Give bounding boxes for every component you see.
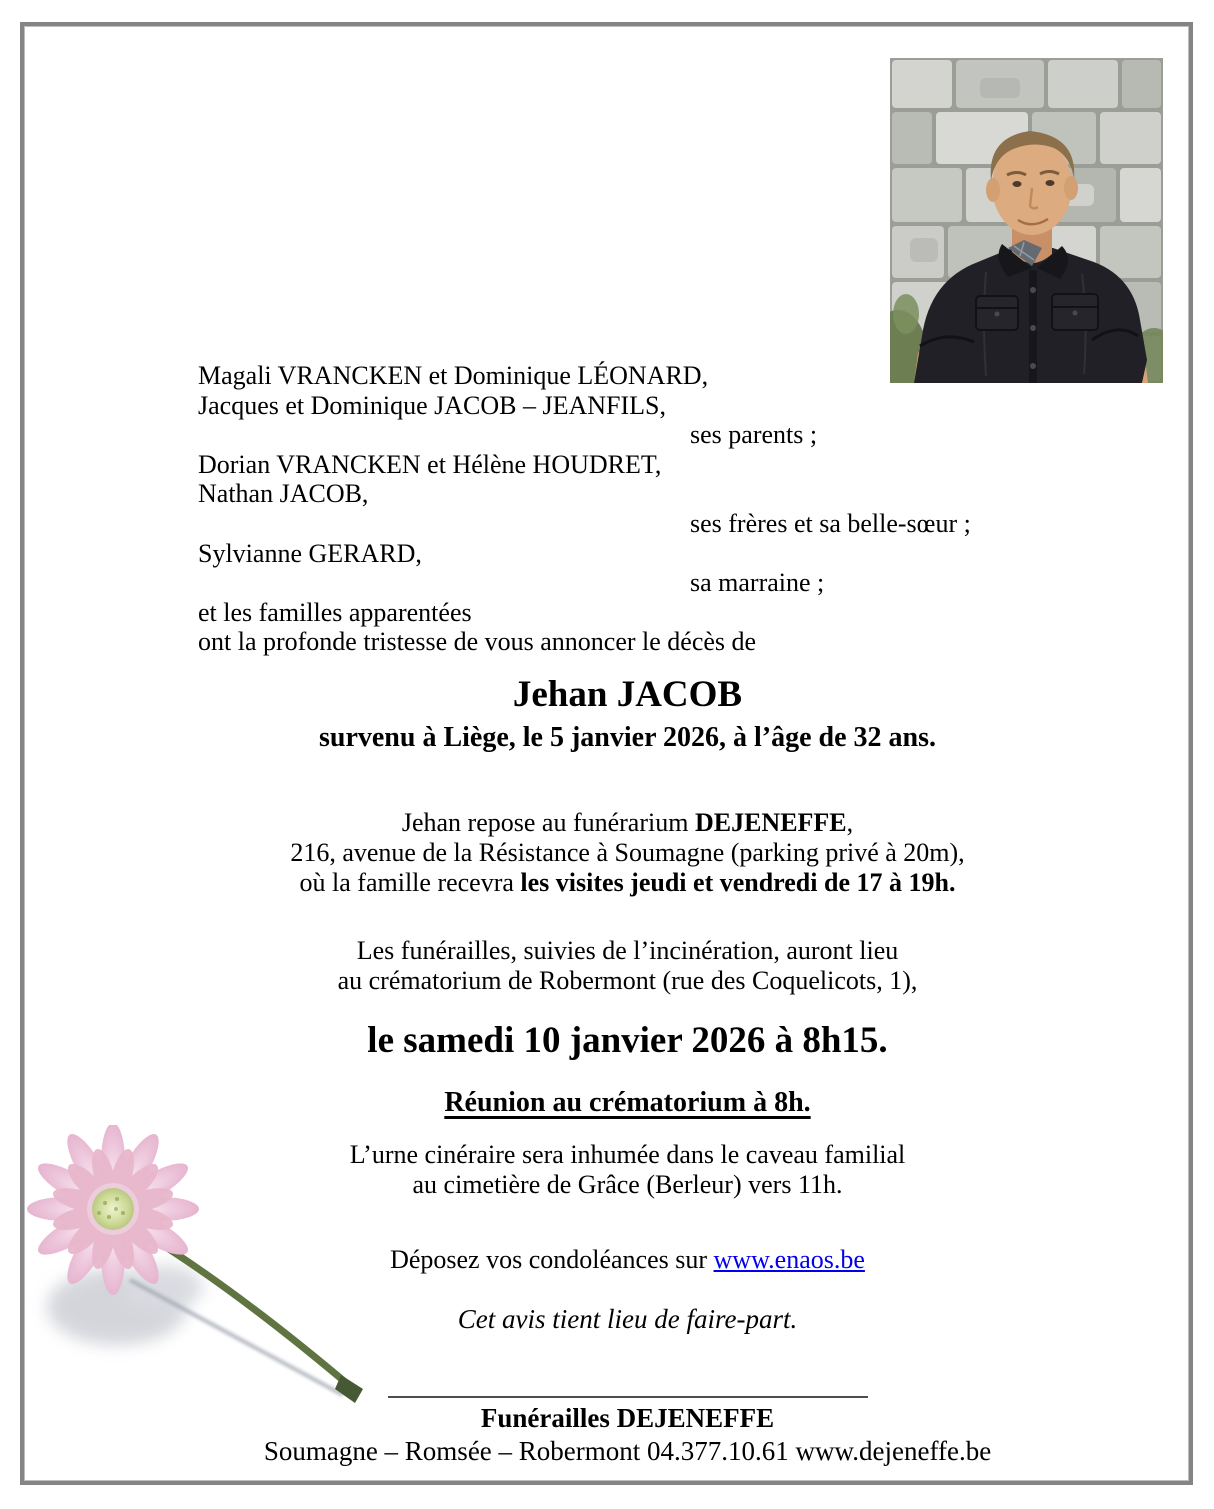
death-details-line: survenu à Liège, le 5 janvier 2026, à l’âge de 32 ans. — [318, 722, 936, 753]
family-line: Jacques et Dominique JACOB – JEANFILS, — [198, 390, 666, 420]
repose-line-1: Jehan repose au funérarium DEJENEFFE, — [401, 808, 854, 837]
funeral-line-2: au crématorium de Robermont (rue des Coquelicots, 1), — [337, 966, 918, 995]
repose-paragraph — [210, 808, 1045, 898]
relation-line: sa marraine ; — [690, 568, 825, 598]
portrait-photo — [890, 58, 1163, 383]
repose-line-3: où la famille recevra les visites jeudi et vendredi de 17 à 19h. — [299, 868, 956, 897]
urn-line-2: au cimetière de Grâce (Berleur) vers 11h. — [412, 1170, 843, 1199]
announcement-line: ont la profonde tristesse de vous annoncer le décès de — [198, 627, 757, 657]
funeral-paragraph — [210, 936, 1045, 996]
relation-line: ses frères et sa belle-sœur ; — [690, 508, 971, 538]
family-line: et les familles apparentées — [198, 597, 472, 627]
repose-line-2: 216, avenue de la Résistance à Soumagne (parking privé à 20m), — [290, 838, 965, 867]
deceased-name: Jehan JACOB — [512, 674, 743, 715]
visit-hours: les visites jeudi et vendredi de 17 à 19h. — [520, 868, 956, 897]
urn-line-1: L’urne cinéraire sera inhumée dans le caveau familial — [349, 1140, 906, 1169]
faire-part-line: Cet avis tient lieu de faire-part. — [457, 1304, 798, 1334]
enaos-link[interactable]: www.enaos.be — [713, 1245, 865, 1274]
funeral-date-line: le samedi 10 janvier 2026 à 8h15. — [367, 1020, 888, 1061]
footer-separator-rule — [388, 1396, 868, 1398]
funeral-home-name: DEJENEFFE — [694, 808, 847, 837]
portrait-photo-illustration — [890, 58, 1163, 383]
funeral-home-company: Funérailles DEJENEFFE — [480, 1403, 775, 1433]
flower-photo — [25, 1125, 375, 1415]
family-line: Nathan JACOB, — [198, 479, 369, 509]
relation-line: ses parents ; — [690, 420, 818, 450]
family-line: Magali VRANCKEN et Dominique LÉONARD, — [198, 361, 709, 390]
family-announcement-block — [198, 361, 971, 657]
condolences-line: Déposez vos condoléances sur www.enaos.be — [390, 1245, 865, 1274]
funeral-line-1: Les funérailles, suivies de l’incinération, auront lieu — [356, 936, 899, 965]
funeral-home-locations: Soumagne – Romsée – Robermont 04.377.10.61 www.dejeneffe.be — [263, 1436, 992, 1466]
family-line: Sylvianne GERARD, — [198, 538, 422, 568]
meeting-line: Réunion au crématorium à 8h. — [444, 1087, 811, 1118]
pink-gerbera-illustration — [25, 1125, 375, 1415]
family-line: Dorian VRANCKEN et Hélène HOUDRET, — [198, 449, 662, 479]
